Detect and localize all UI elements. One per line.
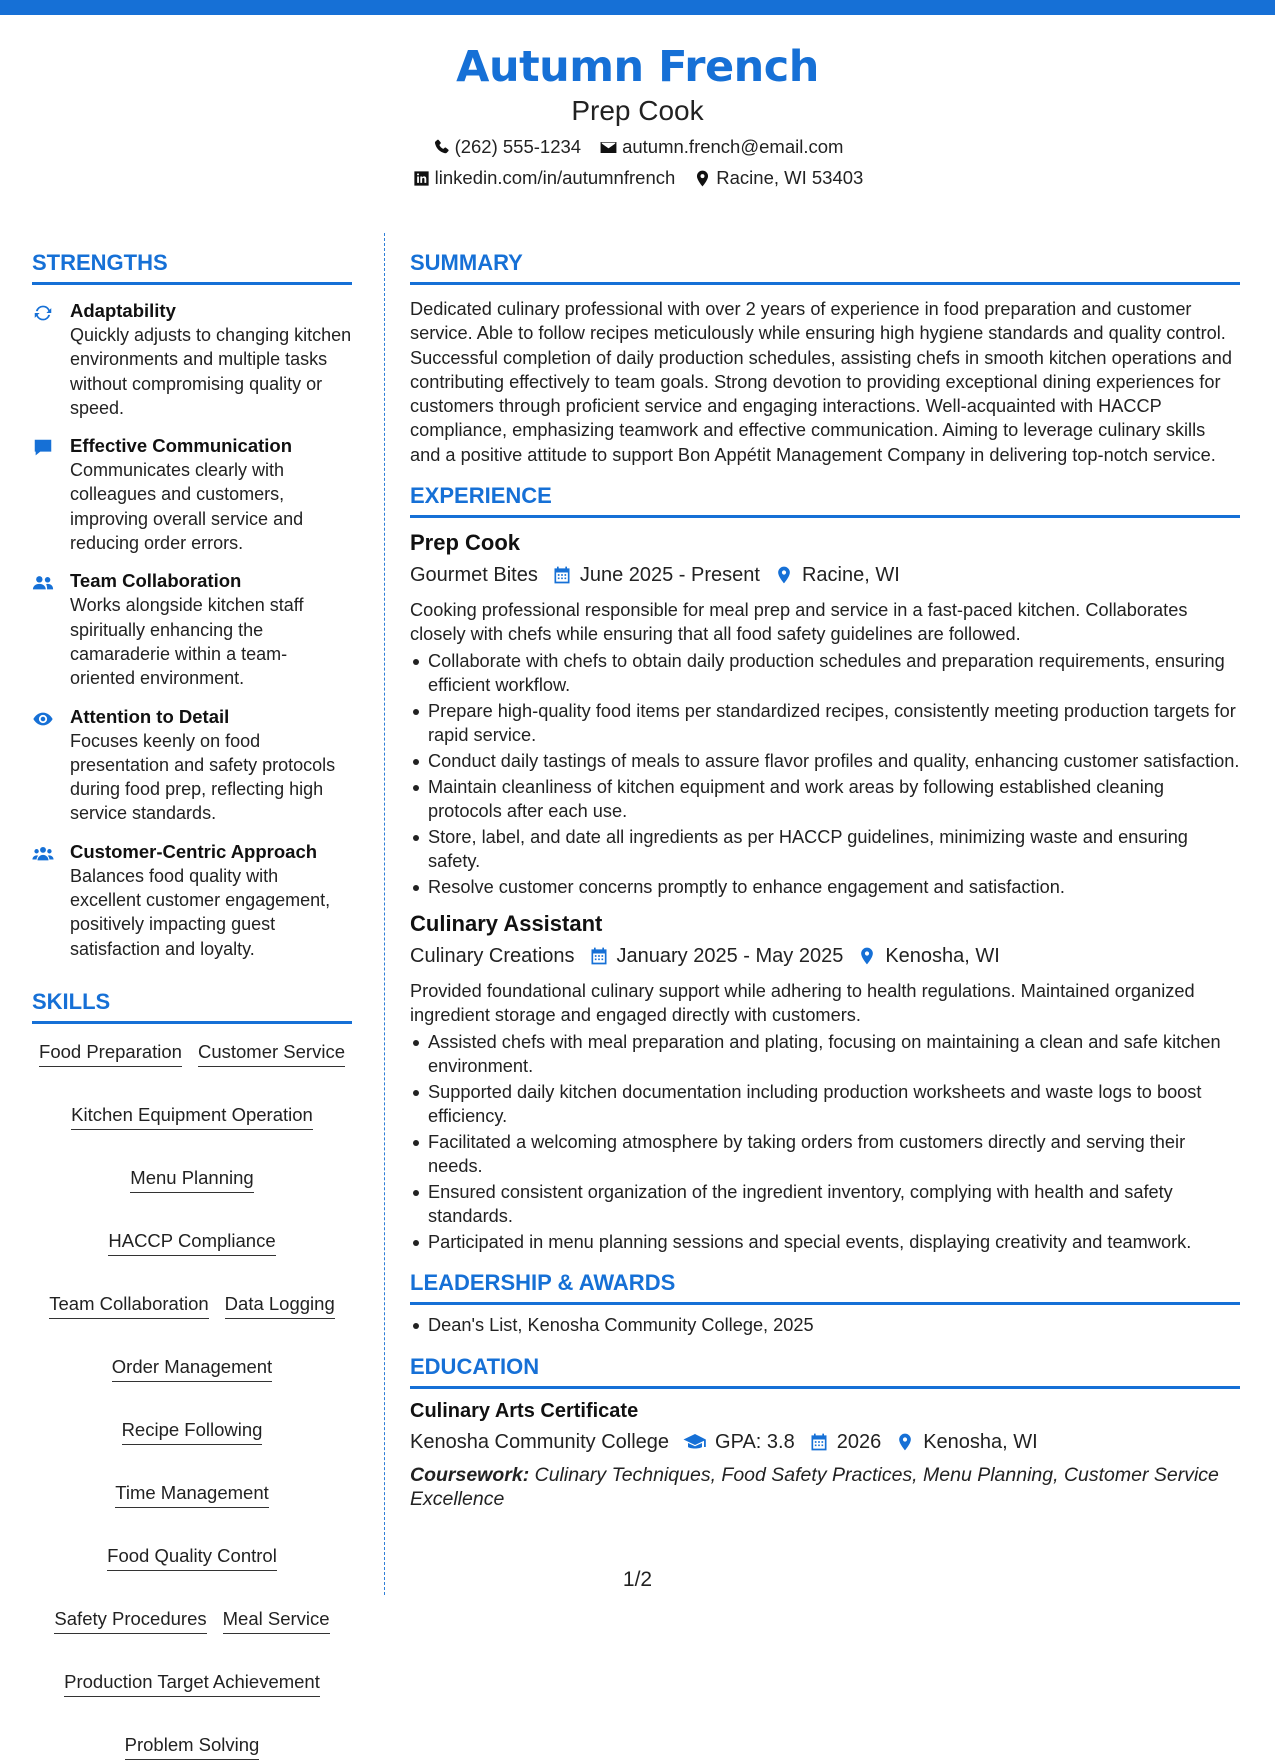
strength-desc: Focuses keenly on food presentation and safety protocols during food prep, reflecting high service standards. (70, 730, 336, 824)
map-pin-icon (857, 946, 877, 966)
job-entry (410, 909, 1240, 1254)
strength-title: Team Collaboration (70, 570, 242, 592)
skill-tag: Data Logging (225, 1292, 335, 1319)
education-heading: EDUCATION (410, 1353, 540, 1379)
strength-item (32, 434, 352, 555)
strength-desc: Quickly adjusts to changing kitchen environments and multiple tasks without compromising quality or speed. (70, 325, 352, 418)
bullet-item: Participated in menu planning sessions and special events, displaying creativity and teamwork. (410, 1230, 1240, 1254)
column-divider (384, 233, 385, 1595)
summary-rule (410, 282, 1240, 285)
top-accent-bar (0, 0, 1275, 15)
strength-desc: Communicates clearly with colleagues and customers, improving overall service and reducing order errors. (70, 460, 304, 554)
bullet-item: Resolve customer concerns promptly to enhance engagement and satisfaction. (410, 875, 1240, 899)
job-description: Cooking professional responsible for meal prep and service in a fast-paced kitchen. Collaborates closely with chefs while ensuring that all food safety guidelines are followed. (410, 600, 1188, 645)
contact-row-1 (0, 132, 1275, 162)
job-dates: June 2025 - Present (579, 564, 760, 587)
map-pin-icon (693, 169, 712, 188)
phone-text: (262) 555-1234 (454, 136, 582, 157)
awards-heading: LEADERSHIP & AWARDS (410, 1270, 676, 1296)
job-meta (410, 560, 1240, 590)
job-title: Culinary Assistant (410, 911, 603, 937)
skills-rule (32, 1021, 352, 1024)
skill-tag: Kitchen Equipment Operation (71, 1103, 313, 1130)
phone-icon (432, 138, 451, 157)
skills-list (32, 1040, 352, 1760)
resume-header (0, 40, 1275, 193)
location-contact (693, 163, 863, 193)
experience-rule (410, 515, 1240, 518)
linkedin-icon (412, 169, 431, 188)
experience-heading: EXPERIENCE (410, 483, 552, 509)
job-entry (410, 528, 1240, 899)
strength-item (32, 840, 352, 961)
bullet-item: Facilitated a welcoming atmosphere by taking orders from customers directly and serving their needs. (410, 1130, 1240, 1179)
skills-heading: SKILLS (32, 988, 111, 1014)
strengths-heading: STRENGTHS (32, 250, 168, 275)
job-bullets (410, 649, 1240, 899)
calendar-icon (552, 565, 572, 585)
skill-tag: Production Target Achievement (64, 1670, 320, 1697)
location-text: Racine, WI 53403 (716, 167, 864, 188)
bullet-item: Supported daily kitchen documentation including production worksheets and waste logs to boost efficiency. (410, 1080, 1240, 1129)
skill-tag: Food Quality Control (107, 1544, 277, 1571)
right-column (410, 248, 1240, 1511)
contact-row-2 (0, 163, 1275, 193)
map-pin-icon (895, 1432, 915, 1452)
education-gpa: GPA: 3.8 (715, 1430, 795, 1453)
users-icon (32, 572, 54, 594)
skill-tag: Customer Service (198, 1040, 345, 1067)
strength-item (32, 299, 352, 420)
coursework-text: Culinary Techniques, Food Safety Practices, Menu Planning, Customer Service Excellence (410, 1463, 1219, 1510)
skill-tag: HACCP Compliance (108, 1229, 275, 1256)
job-dates-wrap (589, 941, 844, 971)
skill-tag: Time Management (115, 1481, 269, 1508)
map-pin-icon (774, 565, 794, 585)
job-title: Prep Cook (410, 530, 521, 556)
job-location-wrap (857, 941, 1000, 971)
strength-desc: Works alongside kitchen staff spiritually enhancing the camaraderie within a team-oriented environment. (70, 595, 304, 689)
summary-heading: SUMMARY (410, 250, 523, 275)
job-meta (410, 941, 1240, 971)
skill-tag: Order Management (112, 1355, 272, 1382)
coursework-label: Coursework: (410, 1463, 530, 1486)
linkedin-text: linkedin.com/in/autumnfrench (434, 167, 676, 188)
strengths-rule (32, 282, 352, 285)
job-bullets (410, 1030, 1240, 1255)
strength-title: Adaptability (70, 300, 176, 321)
education-year: 2026 (836, 1430, 882, 1453)
bullet-item: Conduct daily tastings of meals to assure flavor profiles and quality, enhancing customer satisfaction. (410, 749, 1240, 773)
award-item: Dean's List, Kenosha Community College, 2025 (410, 1313, 1240, 1337)
candidate-role: Prep Cook (571, 95, 704, 126)
comment-icon (32, 437, 54, 459)
job-location: Racine, WI (801, 564, 900, 587)
strength-title: Customer-Centric Approach (70, 840, 318, 862)
bullet-item: Maintain cleanliness of kitchen equipment and work areas by following established cleaning protocols after each use. (410, 775, 1240, 824)
bullet-item: Ensured consistent organization of the ingredient inventory, complying with health and safety standards. (410, 1180, 1240, 1229)
calendar-icon (809, 1432, 829, 1452)
graduation-cap-icon (683, 1430, 707, 1454)
skill-tag: Team Collaboration (49, 1292, 208, 1319)
left-column (32, 248, 352, 1760)
refresh-icon (32, 302, 54, 324)
phone-contact (432, 132, 582, 162)
email-text: autumn.french@email.com (622, 136, 844, 157)
education-rule (410, 1386, 1240, 1389)
awards-list (410, 1313, 1240, 1337)
skill-tag: Meal Service (223, 1607, 330, 1634)
skill-tag: Menu Planning (130, 1166, 253, 1193)
education-location-wrap (895, 1427, 1038, 1457)
job-company: Culinary Creations (410, 945, 575, 968)
job-description: Provided foundational culinary support while adhering to health regulations. Maintained organized ingredient storage and engaged directly with customers. (410, 981, 1195, 1026)
strength-item (32, 569, 352, 690)
strength-title: Attention to Detail (70, 705, 230, 727)
education-degree: Culinary Arts Certificate (410, 1399, 639, 1422)
education-meta (410, 1427, 1240, 1457)
email-contact[interactable] (599, 132, 843, 162)
education-school: Kenosha Community College (410, 1430, 670, 1453)
group-icon (32, 843, 54, 865)
job-location-wrap (774, 560, 900, 590)
envelope-icon (599, 138, 618, 157)
page-number: 1/2 (622, 1568, 653, 1591)
education-location: Kenosha, WI (923, 1430, 1038, 1453)
job-company: Gourmet Bites (410, 564, 538, 587)
skill-tag: Safety Procedures (54, 1607, 206, 1634)
eye-icon (32, 708, 54, 730)
job-dates-wrap (552, 560, 760, 590)
bullet-item: Prepare high-quality food items per standardized recipes, consistently meeting production targets for rapid service. (410, 699, 1240, 748)
job-dates: January 2025 - May 2025 (616, 945, 844, 968)
bullet-item: Assisted chefs with meal preparation and plating, focusing on maintaining a clean and safe kitchen environment. (410, 1030, 1240, 1079)
job-location: Kenosha, WI (885, 945, 1000, 968)
summary-text: Dedicated culinary professional with over 2 years of experience in food preparation and customer service. Able to follow recipes meticulously while ensuring high hygiene standards and quality control. Successful completion of daily production schedules, assisting chefs in smooth kitchen operations and contributing effectively to team goals. Strong devotion to providing exceptional dining experiences for customers through proficient service and engaging interactions. Well-acquainted with HACCP compliance, emphasizing teamwork and effective communication. Aiming to leverage culinary skills and a positive attitude to support Bon Appétit Management Company in delivering top-notch service. (410, 299, 1232, 465)
skill-tag: Recipe Following (122, 1418, 263, 1445)
education-year-wrap (809, 1427, 882, 1457)
linkedin-contact[interactable] (412, 163, 676, 193)
bullet-item: Collaborate with chefs to obtain daily production schedules and preparation requirements, ensuring efficient workflow. (410, 649, 1240, 698)
education-gpa-wrap (683, 1427, 795, 1457)
awards-rule (410, 1302, 1240, 1305)
skill-tag: Problem Solving (125, 1733, 260, 1760)
coursework (410, 1463, 1240, 1512)
strength-desc: Balances food quality with excellent customer engagement, positively impacting guest satisfaction and loyalty. (70, 865, 331, 959)
strength-item (32, 705, 352, 826)
bullet-item: Store, label, and date all ingredients as per HACCP guidelines, minimizing waste and ensuring safety. (410, 825, 1240, 874)
strength-title: Effective Communication (70, 435, 293, 457)
candidate-name: Autumn French (456, 42, 819, 92)
calendar-icon (589, 946, 609, 966)
skill-tag: Food Preparation (39, 1040, 182, 1067)
